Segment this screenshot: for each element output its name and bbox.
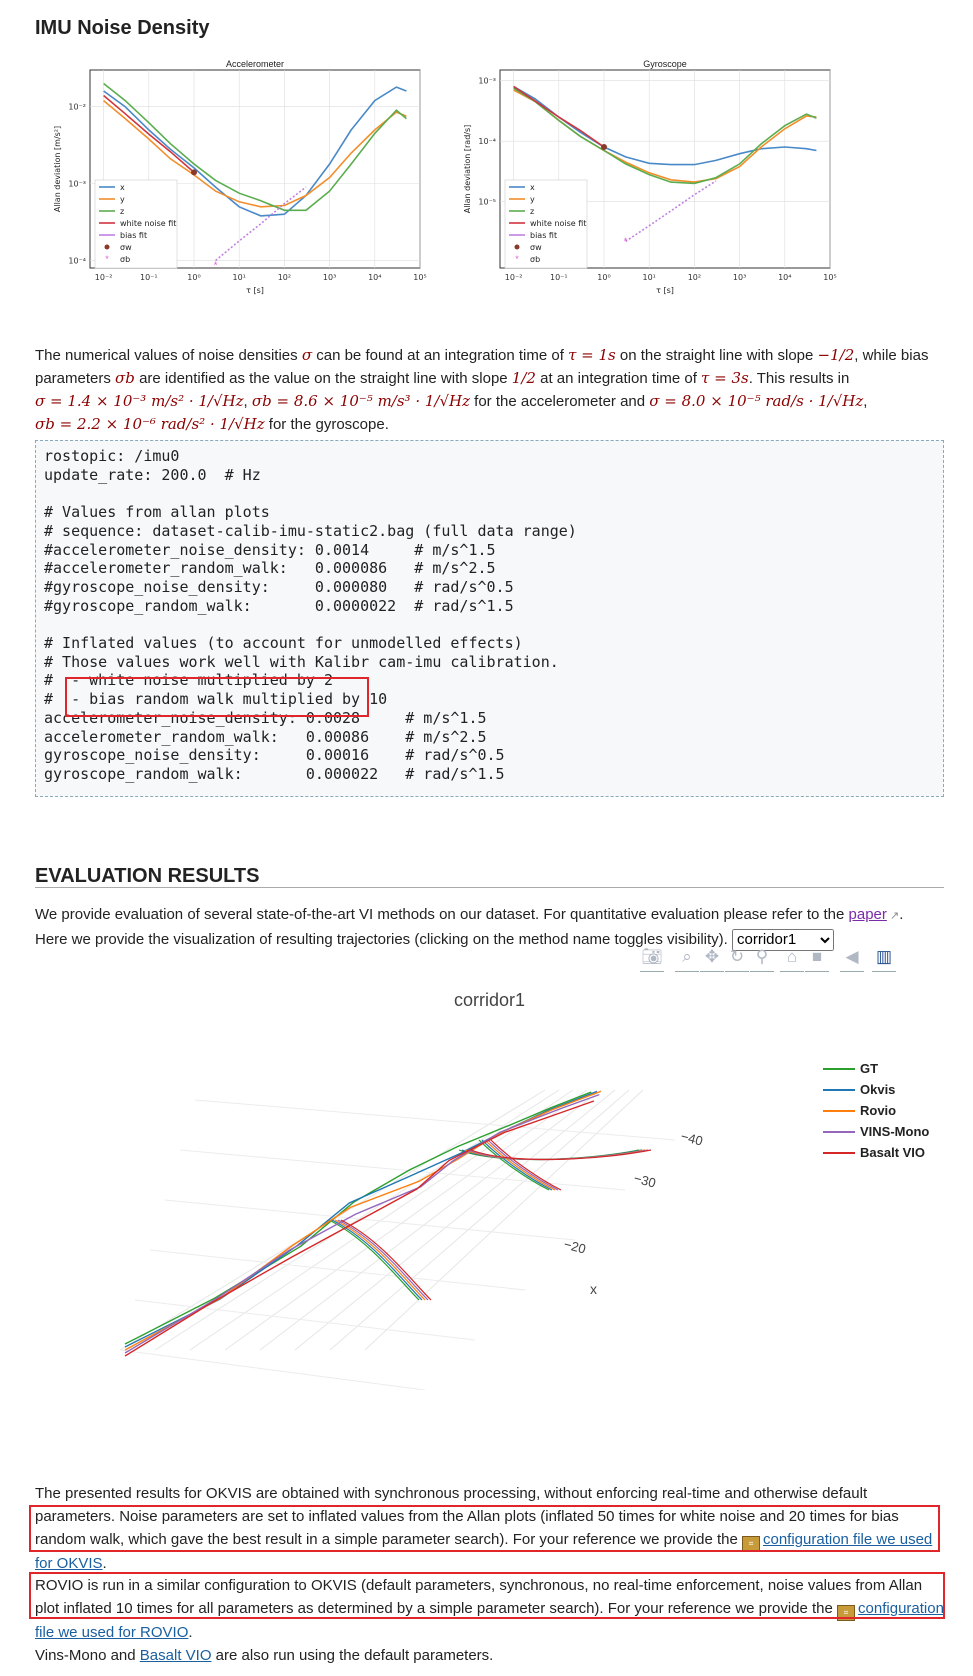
grid-line bbox=[165, 1200, 575, 1240]
code-line: # sequence: dataset-calib-imu-static2.bag (full data range) bbox=[44, 521, 577, 540]
slope-half: 1/2 bbox=[511, 369, 536, 387]
turntable-icon[interactable]: ⚲ bbox=[750, 945, 774, 972]
legend-label: σw bbox=[120, 243, 132, 252]
text-fragment: for the accelerometer and bbox=[474, 393, 646, 410]
text-fragment: The numerical values of noise densities bbox=[35, 347, 298, 364]
text-fragment: on the straight line with slope bbox=[619, 347, 814, 364]
text-fragment: . This results in bbox=[748, 370, 850, 387]
legend-item-gt[interactable] bbox=[820, 1058, 929, 1079]
text-fragment: Here we provide the visualization of resulting trajectories (clicking on the method name toggles visibility). bbox=[35, 931, 728, 948]
text-fragment: , while bias parameters bbox=[35, 347, 929, 387]
x-tick-label: 10³ bbox=[732, 273, 747, 282]
x-tick-label: 10¹ bbox=[642, 273, 656, 282]
x-tick-label: 10⁰ bbox=[597, 273, 611, 282]
code-line: # Those values work well with Kalibr cam-imu calibration. bbox=[44, 652, 559, 671]
allan-title: Gyroscope bbox=[643, 60, 687, 69]
legend-label: σb bbox=[120, 255, 131, 264]
evaluation-heading: EVALUATION RESULTS bbox=[35, 865, 260, 887]
archive-file-icon: ⌗ bbox=[837, 1605, 855, 1621]
trajectory-GT bbox=[125, 1092, 591, 1344]
code-line: # - white noise multiplied by 2 bbox=[44, 671, 333, 690]
legend-item-rovio[interactable] bbox=[820, 1100, 929, 1121]
legend-label: bias fit bbox=[120, 231, 148, 240]
x-axis-label: τ [s] bbox=[656, 286, 674, 295]
legend-swatch bbox=[515, 245, 520, 250]
grid-line bbox=[180, 1150, 625, 1190]
code-line: accelerometer_noise_density: 0.0028 # m/s^1.5 bbox=[44, 708, 487, 727]
sigma-w-point bbox=[191, 169, 197, 175]
x-tick-label: 10⁻² bbox=[94, 273, 113, 282]
imu-heading: IMU Noise Density bbox=[35, 17, 210, 39]
legend-label: y bbox=[120, 195, 125, 204]
legend-label: VINS-Mono bbox=[860, 1124, 930, 1139]
code-line: gyroscope_noise_density: 0.00016 # rad/s^0.5 bbox=[44, 746, 505, 765]
grid-line bbox=[195, 1100, 675, 1140]
legend-swatch: * bbox=[515, 254, 519, 264]
legend-label: σb bbox=[530, 255, 541, 264]
text-fragment: can be found at an integration time of bbox=[316, 347, 564, 364]
evaluation-intro bbox=[35, 903, 944, 951]
x-tick-label: 10⁻¹ bbox=[550, 273, 568, 282]
legend-label: white noise fit bbox=[120, 219, 177, 228]
rovio-config-link[interactable]: configuration file we used for ROVIO bbox=[35, 1600, 944, 1641]
code-line: accelerometer_random_walk: 0.00086 # m/s^2.5 bbox=[44, 727, 487, 746]
code-line: #gyroscope_noise_density: 0.000080 # rad/s^0.5 bbox=[44, 577, 514, 596]
code-line: # - bias random walk multiplied by 10 bbox=[44, 690, 388, 709]
code-line: #accelerometer_random_walk: 0.000086 # m/s^2.5 bbox=[44, 559, 496, 578]
text-fragment: . bbox=[899, 906, 904, 923]
legend-swatch bbox=[105, 245, 110, 250]
tau-1s: τ = 1s bbox=[568, 346, 616, 364]
code-line: #accelerometer_noise_density: 0.0014 # m/s^1.5 bbox=[44, 540, 496, 559]
text-fragment: . bbox=[102, 1555, 107, 1572]
legend-item-vins-mono[interactable] bbox=[820, 1121, 929, 1142]
legend-swatch bbox=[823, 1110, 855, 1112]
highlight-box bbox=[29, 1505, 940, 1552]
x-tick-label: 10⁵ bbox=[413, 273, 427, 282]
grid-line bbox=[120, 1350, 425, 1390]
trajectory-legend bbox=[820, 1058, 929, 1163]
plot-title: corridor1 bbox=[453, 990, 526, 1010]
legend-label: z bbox=[120, 207, 125, 216]
text-fragment: at an integration time of bbox=[540, 370, 697, 387]
axis-label: x bbox=[590, 1281, 597, 1297]
archive-file-icon: ⌗ bbox=[742, 1536, 760, 1552]
y-tick-label: 10⁻² bbox=[68, 102, 86, 112]
text-fragment: ROVIO is run in a similar configuration to OKVIS (default parameters, synchronous, no real-time enforcement, noise values from Allan plot inflated 10 times for all parameters as determined by a simple parameter search). For your reference we provide the bbox=[35, 1577, 923, 1617]
sigma-b-point: * bbox=[213, 260, 218, 272]
highlight-box bbox=[65, 677, 369, 717]
axis-tick-label: −40 bbox=[679, 1128, 705, 1149]
grid-line bbox=[150, 1250, 525, 1290]
tag-icon[interactable]: ◀ bbox=[840, 945, 864, 972]
code-line: #gyroscope_random_walk: 0.0000022 # rad/s^1.5 bbox=[44, 596, 514, 615]
legend-label: x bbox=[530, 183, 535, 192]
trajectory-branch bbox=[332, 1140, 642, 1300]
sigma-b-point: * bbox=[623, 236, 628, 248]
code-line: rostopic: /imu0 bbox=[44, 447, 180, 465]
gyro-sigma-b-equation: σb = 2.2 × 10⁻⁶ rad/s² · 1/√Hz bbox=[35, 415, 265, 433]
legend-label: GT bbox=[860, 1061, 879, 1076]
y-tick-label: 10⁻⁵ bbox=[478, 197, 496, 207]
x-tick-label: 10⁴ bbox=[778, 273, 792, 282]
text-fragment: The presented results for OKVIS are obtained with synchronous processing, without enforcing real-time and otherwise default parameters. Noise parameters are set to inflated values from the Allan plots (inflated 50 times for white noise and 20 times for bias random walk, which gave the best result in a simple parameter search). For your reference we provide the bbox=[35, 1485, 899, 1548]
y-axis-label: Allan deviation [rad/s] bbox=[463, 124, 472, 214]
legend-label: Okvis bbox=[860, 1082, 896, 1097]
noise-explanation: The numerical values of noise densities σ can be found at an integration time of τ = 1s on the straight line with slope −1/2, while bias parameters σb are identified as the value on the straight line with slope 1/2 at an integration time of τ = 3s. This results in σ = 1.4 × 10⁻³ m/s² · 1/√Hz, σb = 8.6 × 10⁻⁵ m/s³ · 1/√Hz for the accelerometer and σ = 8.0 × 10⁻⁵ rad/s · 1/√Hz, σb = 2.2 × 10⁻⁶ rad/s² · 1/√Hz for the gyroscope. bbox=[35, 346, 929, 433]
trajectory-plot[interactable] bbox=[35, 1010, 944, 1390]
paper-link[interactable]: paper bbox=[848, 906, 887, 923]
plotly-logo-icon[interactable]: ▥ bbox=[872, 945, 896, 972]
text-fragment: for the gyroscope. bbox=[268, 416, 389, 433]
x-tick-label: 10⁻² bbox=[504, 273, 523, 282]
legend-label: Basalt VIO bbox=[860, 1145, 926, 1160]
x-tick-label: 10² bbox=[277, 273, 292, 282]
text-fragment: are also run using the default parameters. bbox=[215, 1647, 494, 1664]
camera-icon[interactable]: 📷︎ bbox=[640, 945, 664, 972]
legend-swatch bbox=[823, 1068, 855, 1070]
y-tick-label: 10⁻³ bbox=[68, 179, 86, 189]
text-fragment: We provide evaluation of several state-of-the-art VI methods on our dataset. For quantitative evaluation please refer to the bbox=[35, 906, 845, 923]
legend-label: white noise fit bbox=[530, 219, 587, 228]
legend-label: bias fit bbox=[530, 231, 558, 240]
highlight-box bbox=[29, 1572, 945, 1619]
video-camera-icon[interactable]: ■ bbox=[805, 945, 829, 972]
legend-swatch bbox=[823, 1131, 855, 1133]
x-axis-label: τ [s] bbox=[246, 286, 264, 295]
legend-label: Rovio bbox=[860, 1103, 897, 1118]
accel-sigma-equation: σ = 1.4 × 10⁻³ m/s² · 1/√Hz bbox=[35, 392, 244, 410]
legend-swatch bbox=[823, 1152, 855, 1154]
basalt-vio-link[interactable]: Basalt VIO bbox=[139, 1647, 212, 1664]
external-link-icon: ↗ bbox=[886, 910, 900, 922]
x-tick-label: 10² bbox=[687, 273, 702, 282]
plot-toolbar bbox=[640, 945, 960, 973]
x-tick-label: 10⁴ bbox=[368, 273, 382, 282]
sigma-b-symbol: σb bbox=[115, 369, 135, 387]
legend-label: z bbox=[530, 207, 535, 216]
legend-label: σw bbox=[530, 243, 542, 252]
accel-sigma-b-equation: σb = 8.6 × 10⁻⁵ m/s³ · 1/√Hz bbox=[251, 392, 470, 410]
slope-minus-half: −1/2 bbox=[817, 346, 855, 364]
trajectory-branch bbox=[338, 1140, 648, 1300]
x-tick-label: 10¹ bbox=[232, 273, 246, 282]
x-tick-label: 10⁵ bbox=[823, 273, 837, 282]
x-tick-label: 10³ bbox=[322, 273, 337, 282]
y-tick-label: 10⁻⁴ bbox=[478, 137, 496, 147]
trajectory-branch bbox=[341, 1140, 651, 1300]
x-tick-label: 10⁰ bbox=[187, 273, 201, 282]
pan-icon[interactable]: ✥ bbox=[700, 945, 724, 972]
sigma-symbol: σ bbox=[301, 346, 313, 364]
allan-title: Accelerometer bbox=[225, 60, 285, 69]
legend-item-basalt-vio[interactable] bbox=[820, 1142, 929, 1163]
legend-swatch bbox=[823, 1089, 855, 1091]
grid-line bbox=[260, 1090, 601, 1350]
imu-config-code-block bbox=[35, 440, 944, 797]
sigma-w-point bbox=[601, 144, 607, 150]
trajectory-Basalt-VIO bbox=[125, 1101, 594, 1356]
okvis-config-link[interactable]: configuration file we used for OKVIS bbox=[35, 1531, 933, 1572]
x-tick-label: 10⁻¹ bbox=[140, 273, 158, 282]
gyro-sigma-equation: σ = 8.0 × 10⁻⁵ rad/s · 1/√Hz bbox=[649, 392, 864, 410]
text-fragment: . bbox=[188, 1624, 193, 1641]
code-line: # Values from allan plots bbox=[44, 503, 270, 522]
tau-3s: τ = 3s bbox=[701, 369, 749, 387]
orbit-icon[interactable]: ↻ bbox=[725, 945, 749, 972]
text-fragment: Vins-Mono and bbox=[35, 1647, 136, 1664]
y-tick-label: 10⁻⁴ bbox=[68, 256, 86, 266]
trajectory-VINS-Mono bbox=[125, 1095, 599, 1353]
allan-plots bbox=[45, 60, 925, 330]
zoom-icon[interactable]: ⌕ bbox=[675, 945, 699, 972]
axis-tick-label: −30 bbox=[632, 1170, 658, 1191]
y-tick-label: 10⁻³ bbox=[478, 76, 496, 86]
code-line: gyroscope_random_walk: 0.000022 # rad/s^1.5 bbox=[44, 764, 505, 783]
axis-tick-label: −20 bbox=[562, 1236, 588, 1257]
legend-label: y bbox=[530, 195, 535, 204]
legend-label: x bbox=[120, 183, 125, 192]
code-line: update_rate: 200.0 # Hz bbox=[44, 465, 261, 484]
section-divider bbox=[35, 887, 944, 888]
text-fragment: are identified as the value on the straight line with slope bbox=[139, 370, 508, 387]
legend-item-okvis[interactable] bbox=[820, 1079, 929, 1100]
y-axis-label: Allan deviation [m/s²] bbox=[53, 125, 62, 213]
home-icon[interactable]: ⌂ bbox=[780, 945, 804, 972]
grid-line bbox=[135, 1300, 475, 1340]
vins-paragraph bbox=[35, 1644, 944, 1667]
legend-swatch: * bbox=[105, 254, 109, 264]
grid-line bbox=[155, 1090, 559, 1350]
grid-line bbox=[295, 1090, 615, 1350]
code-line: # Inflated values (to account for unmodelled effects) bbox=[44, 634, 523, 652]
